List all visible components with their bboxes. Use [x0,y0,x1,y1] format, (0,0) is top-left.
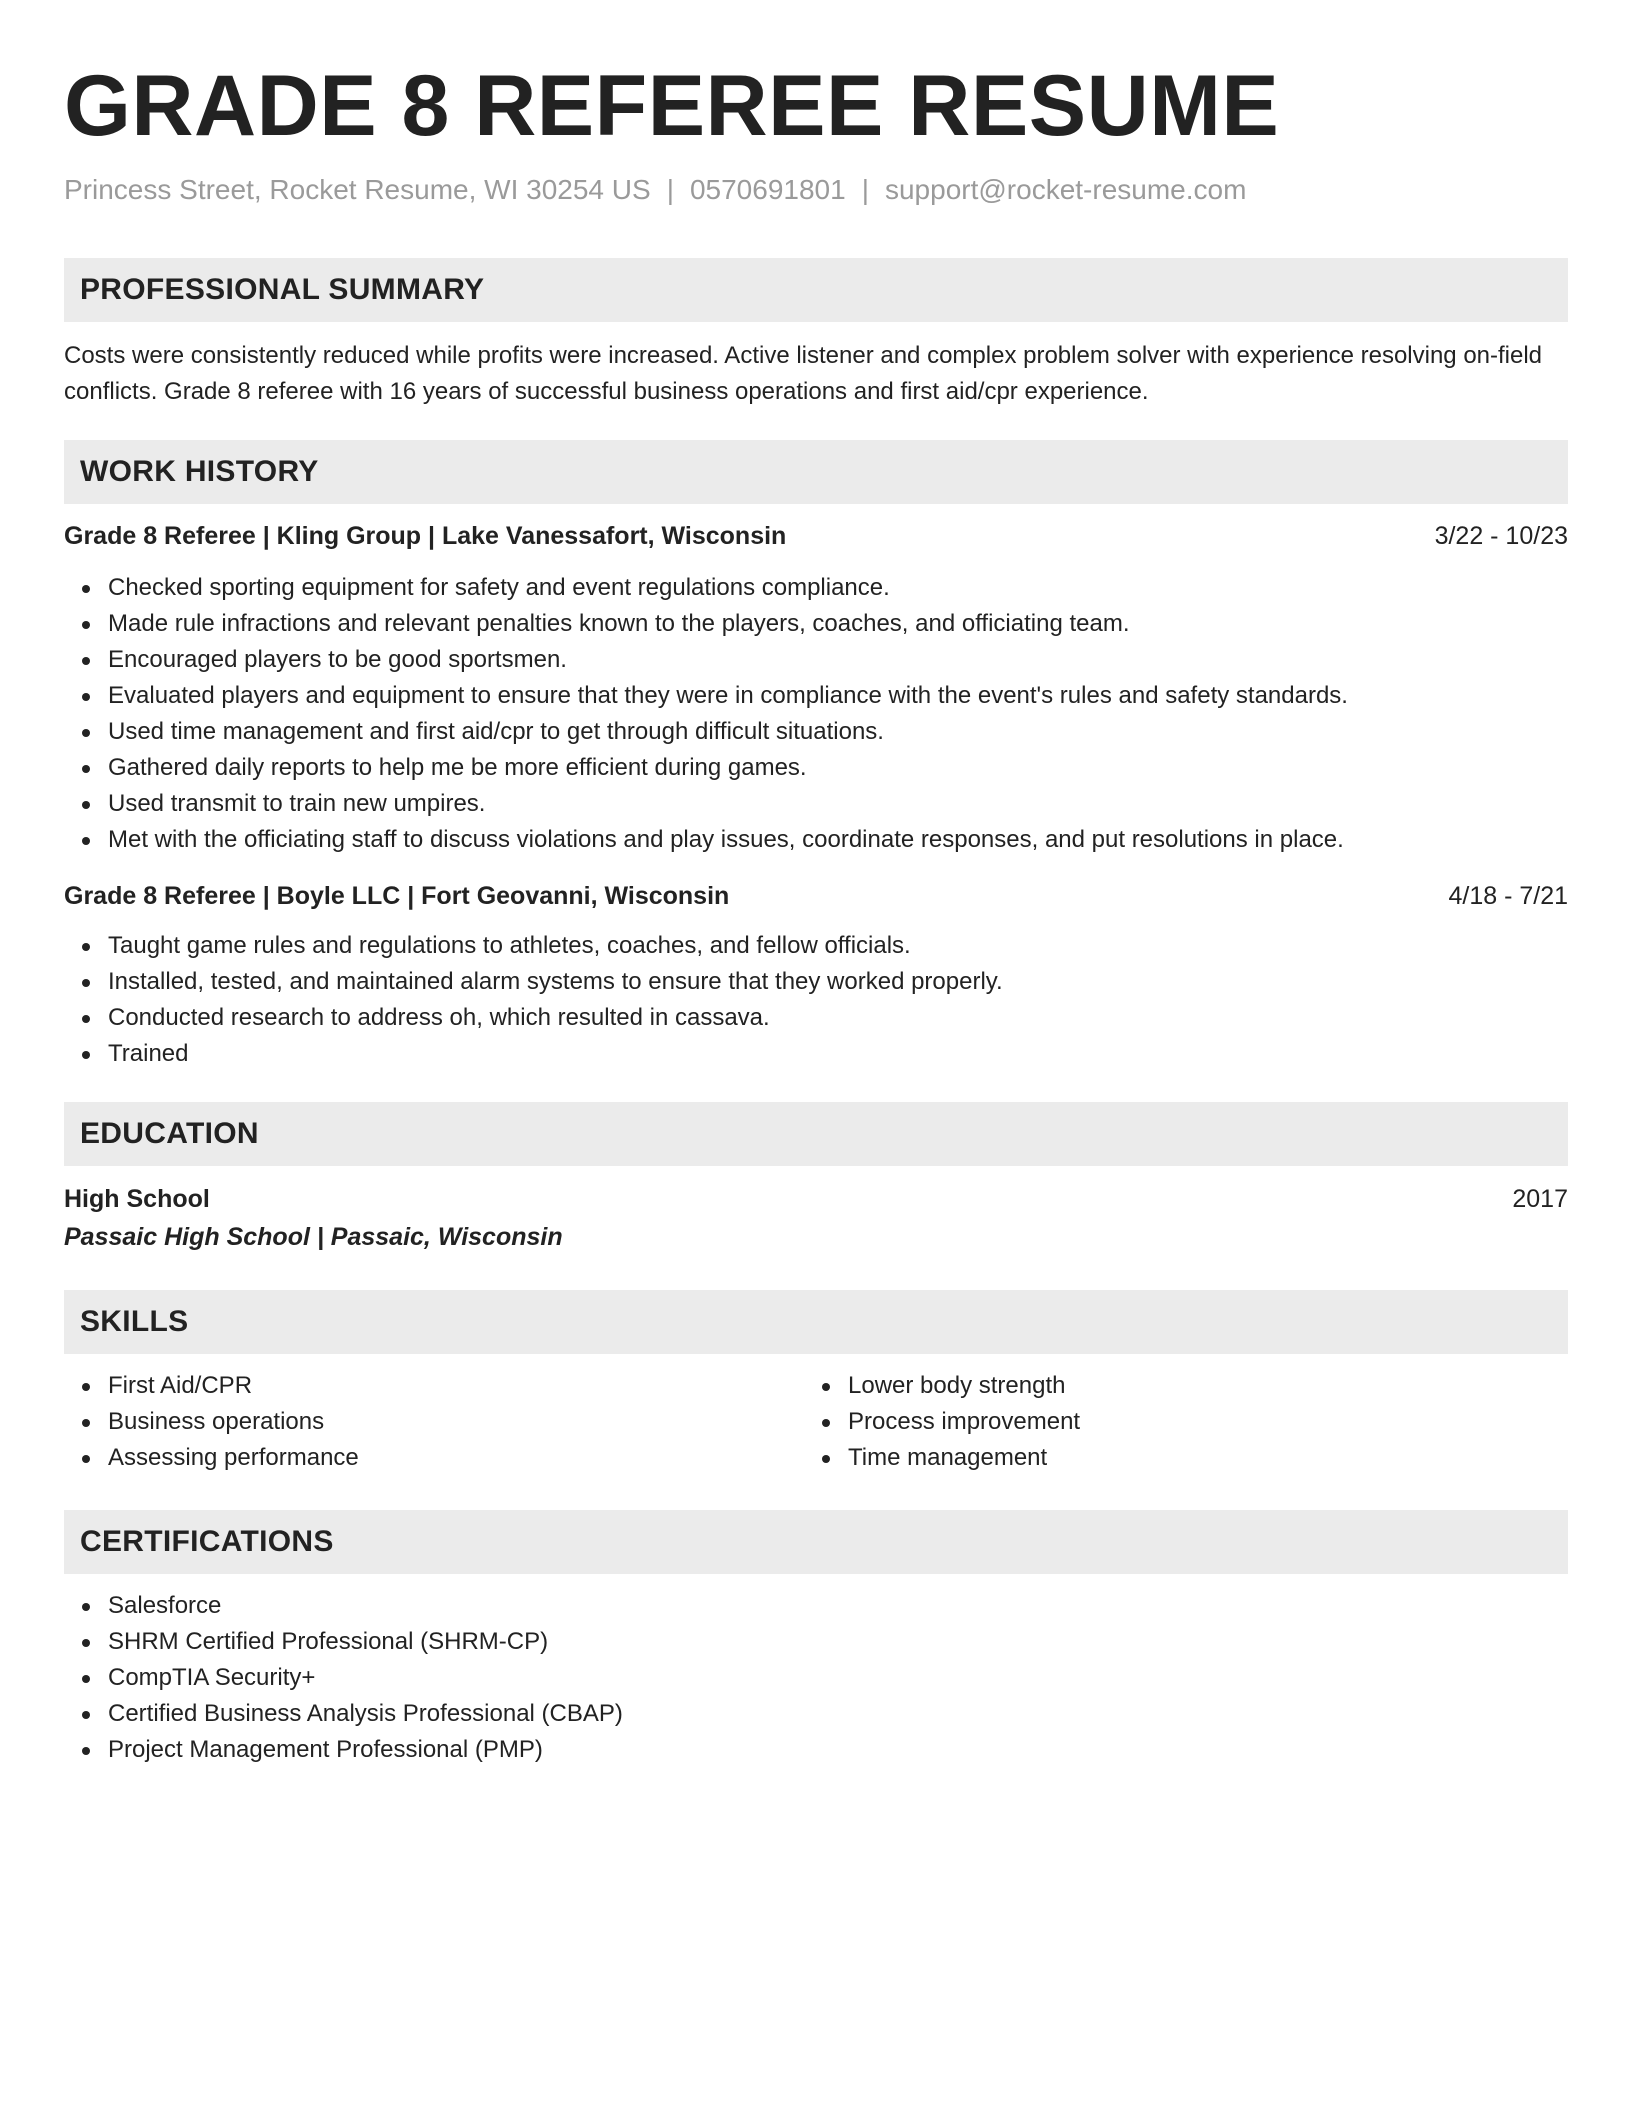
list-item: Made rule infractions and relevant penalties known to the players, coaches, and officiating team. [108,606,1568,642]
section-header-education: EDUCATION [64,1102,1568,1166]
job-header [64,878,1568,914]
job-bullets [64,570,1568,858]
job-bullets [64,928,1568,1072]
skills-column-right [804,1368,1544,1476]
list-item: Used time management and first aid/cpr to get through difficult situations. [108,714,1568,750]
skill-item: Assessing performance [108,1440,804,1476]
education-school: Passaic High School | Passaic, Wisconsin [64,1223,563,1251]
education-year: 2017 [1512,1185,1568,1213]
contact-address: Princess Street, Rocket Resume, WI 30254 US [64,174,651,205]
list-item: Evaluated players and equipment to ensure that they were in compliance with the event's rules and safety standards. [108,678,1568,714]
skill-item: First Aid/CPR [108,1368,804,1404]
resume-name: GRADE 8 REFEREE RESUME [64,58,1280,154]
list-item: Encouraged players to be good sportsmen. [108,642,1568,678]
contact-phone: 0570691801 [689,174,846,205]
education-header [64,1180,1568,1218]
list-item: Used transmit to train new umpires. [108,786,1568,822]
skill-item: Time management [848,1440,1544,1476]
job-entry [64,878,1568,1072]
job-dates: 3/22 - 10/23 [1434,522,1568,550]
skills-list-left [64,1368,804,1476]
section-header-skills: SKILLS [64,1290,1568,1354]
skills-column-left [64,1368,804,1476]
summary-text: Costs were consistently reduced while profits were increased. Active listener and complex problem solver with experience resolving on-field conflicts. Grade 8 referee with 16 years of successful business operations and first aid/cpr experience. [64,342,1543,405]
contact-separator: | [861,174,869,205]
contact-line [64,172,1568,208]
skill-item: Lower body strength [848,1368,1544,1404]
certification-item: Salesforce [108,1588,1568,1624]
job-dates: 4/18 - 7/21 [1448,882,1568,910]
skill-item: Business operations [108,1404,804,1440]
list-item: Checked sporting equipment for safety and event regulations compliance. [108,570,1568,606]
job-header [64,518,1568,554]
list-item: Installed, tested, and maintained alarm systems to ensure that they worked properly. [108,964,1568,1000]
section-header-summary: PROFESSIONAL SUMMARY [64,258,1568,322]
certifications-list [64,1588,1568,1768]
certification-item: Project Management Professional (PMP) [108,1732,1568,1768]
education-degree: High School [64,1185,210,1213]
certification-item: CompTIA Security+ [108,1660,1568,1696]
job-title: Grade 8 Referee | Kling Group | Lake Vanessafort, Wisconsin [64,522,787,550]
list-item: Conducted research to address oh, which resulted in cassava. [108,1000,1568,1036]
skill-item: Process improvement [848,1404,1544,1440]
contact-email: support@rocket-resume.com [884,174,1247,205]
job-entry [64,518,1568,858]
list-item: Met with the officiating staff to discuss violations and play issues, coordinate responses, and put resolutions in place. [108,822,1568,858]
list-item: Trained [108,1036,1568,1072]
skills-grid [64,1368,1568,1476]
education-entry [64,1180,1568,1256]
job-title: Grade 8 Referee | Boyle LLC | Fort Geovanni, Wisconsin [64,882,730,910]
list-item: Taught game rules and regulations to athletes, coaches, and fellow officials. [108,928,1568,964]
skills-list-right [804,1368,1544,1476]
certification-item: Certified Business Analysis Professional (CBAP) [108,1696,1568,1732]
certification-item: SHRM Certified Professional (SHRM-CP) [108,1624,1568,1660]
contact-separator: | [666,174,674,205]
section-header-work-history: WORK HISTORY [64,440,1568,504]
list-item: Gathered daily reports to help me be more efficient during games. [108,750,1568,786]
section-header-certifications: CERTIFICATIONS [64,1510,1568,1574]
